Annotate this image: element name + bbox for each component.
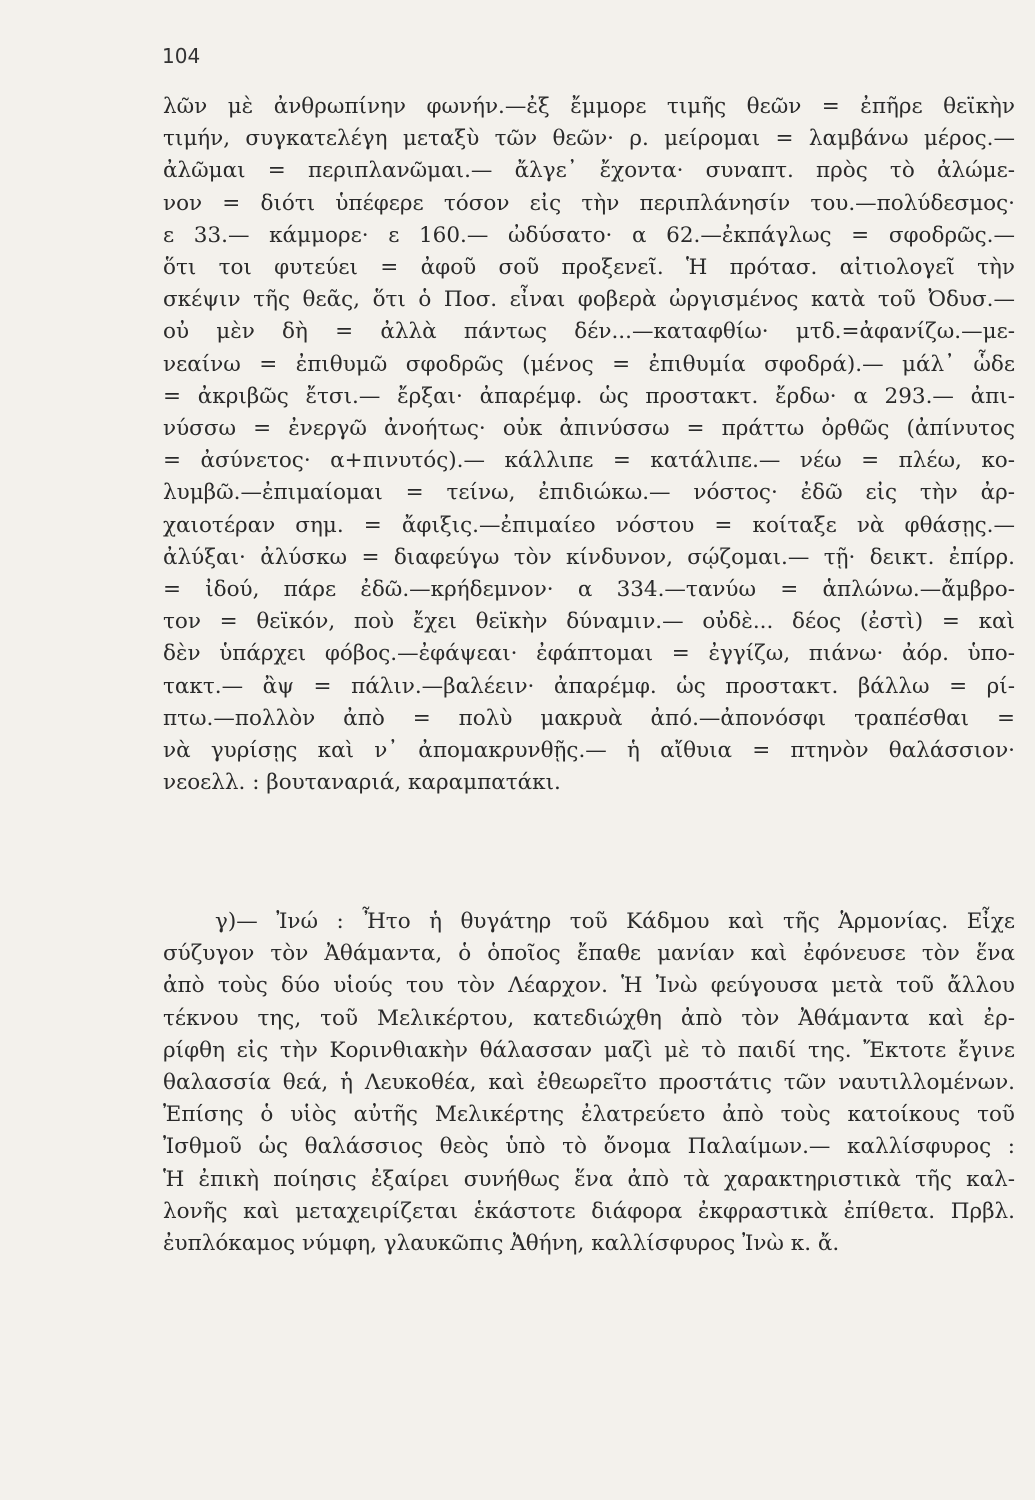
text-line: = ἀσύνετος· α+πινυτός).— κάλλιπε = κατάλιπε.— νέω = πλέω, κο- [163, 448, 1015, 474]
text-line: λονῆς καὶ μεταχειρίζεται ἑκάστοτε διάφορα ἐκφραστικὰ ἐπίθετα. Πρβλ. [163, 1198, 1015, 1224]
text-line: = ἰδού, πάρε ἐδῶ.—κρήδεμνον· α 334.—τανύω = ἁπλώνω.—ἄμβρο- [163, 577, 1015, 603]
text-line: τέκνου της, τοῦ Μελικέρτου, κατεδιώχθη ἀπὸ τὸν Ἀθάμαντα καὶ ἐρ- [163, 1005, 1015, 1031]
text-line: ε 33.— κάμμορε· ε 160.— ὠδύσατο· α 62.—ἐκπάγλως = σφοδρῶς.— [163, 222, 1015, 248]
text-line: νον = διότι ὑπέφερε τόσον εἰς τὴν περιπλάνησίν του.—πολύδεσμος· [163, 190, 1015, 216]
text-line: δὲν ὑπάρχει φόβος.—ἐφάψεαι· ἐφάπτομαι = ἐγγίζω, πιάνω· ἀόρ. ὑπο- [163, 641, 1015, 667]
text-line: νὰ γυρίσῃς καὶ ν᾽ ἀπομακρυνθῇς.— ἡ αἴθυια = πτηνὸν θαλάσσιον· [163, 738, 1015, 764]
text-line: λυμβῶ.—ἐπιμαίομαι = τείνω, ἐπιδιώκω.— νόστος· ἐδῶ εἰς τὴν ἀρ- [163, 480, 1015, 506]
text-line: τιμήν, συγκατελέγη μεταξὺ τῶν θεῶν· ρ. μείρομαι = λαμβάνω μέρος.— [163, 126, 1015, 152]
text-line: γ)— Ἰνώ : Ἦτο ἡ θυγάτηρ τοῦ Κάδμου καὶ τῆς Ἁρμονίας. Εἶχε [215, 909, 1015, 934]
text-line: = ἀκριβῶς ἔτσι.— ἔρξαι· ἀπαρέμφ. ὡς προστακτ. ἔρδω· α 293.— ἀπι- [163, 383, 1015, 409]
text-line: πτω.—πολλὸν ἀπὸ = πολὺ μακρυὰ ἀπό.—ἀπονόσφι τραπέσθαι = [163, 705, 1015, 731]
page-number: 104 [162, 44, 201, 68]
text-line: λῶν μὲ ἀνθρωπίνην φωνήν.—ἐξ ἔμμορε τιμῆς θεῶν = ἐπῆρε θεϊκὴν [163, 94, 1015, 119]
text-line: νεαίνω = ἐπιθυμῶ σφοδρῶς (μένος = ἐπιθυμία σφοδρά).— μάλ᾽ ὧδε [163, 351, 1015, 377]
text-line: ὅτι τοι φυτεύει = ἀφοῦ σοῦ προξενεῖ. Ἡ πρότασ. αἰτιολογεῖ τὴν [163, 255, 1015, 281]
text-line: οὐ μὲν δὴ = ἀλλὰ πάντως δέν...—καταφθίω· μτδ.=ἀφανίζω.—με- [163, 319, 1015, 345]
text-line: Ἡ ἐπικὴ ποίησις ἐξαίρει συνήθως ἕνα ἀπὸ τὰ χαρακτηριστικὰ τῆς καλ- [163, 1166, 1015, 1192]
text-line: σύζυγον τὸν Ἀθάμαντα, ὁ ὁποῖος ἔπαθε μανίαν καὶ ἐφόνευσε τὸν ἕνα [163, 941, 1015, 967]
text-line: Ἰσθμοῦ ὡς θαλάσσιος θεὸς ὑπὸ τὸ ὄνομα Παλαίμων.— καλλίσφυρος : [163, 1134, 1015, 1160]
text-line: νύσσω = ἐνεργῶ ἀνοήτως· οὐκ ἀπινύσσω = πράττω ὀρθῶς (ἀπίνυτος [163, 416, 1015, 442]
commentary-block [163, 91, 1015, 799]
text-line: τον = θεϊκόν, ποὺ ἔχει θεϊκὴν δύναμιν.— οὐδὲ... δέος (ἐστὶ) = καὶ [163, 609, 1015, 635]
text-line: Ἐπίσης ὁ υἱὸς αὐτῆς Μελικέρτης ἐλατρεύετο ἀπὸ τοὺς κατοίκους τοῦ [163, 1102, 1015, 1128]
paragraph-ino [163, 906, 1015, 1260]
text-line: νεοελλ. : βουταναριά, καραμπατάκι. [163, 770, 561, 796]
text-line: ἐυπλόκαμος νύμφη, γλαυκῶπις Ἀθήνη, καλλίσφυρος Ἰνὼ κ. ἄ. [163, 1231, 840, 1257]
text-line: θαλασσία θεά, ἡ Λευκοθέα, καὶ ἐθεωρεῖτο προστάτις τῶν ναυτιλλομένων. [163, 1070, 1015, 1096]
text-line: ρίφθη εἰς τὴν Κορινθιακὴν θάλασσαν μαζὶ μὲ τὸ παιδί της. Ἔκτοτε ἔγινε [163, 1037, 1015, 1063]
text-line: χαιοτέραν σημ. = ἄφιξις.—ἐπιμαίεο νόστου = κοίταξε νὰ φθάσῃς.— [163, 512, 1015, 538]
text-line: ἀπὸ τοὺς δύο υἱούς του τὸν Λέαρχον. Ἡ Ἰνὼ φεύγουσα μετὰ τοῦ ἄλλου [163, 973, 1015, 999]
text-line: τακτ.— ἂψ = πάλιν.—βαλέειν· ἀπαρέμφ. ὡς προστακτ. βάλλω = ρί- [163, 673, 1015, 699]
text-line: ἀλύξαι· ἀλύσκω = διαφεύγω τὸν κίνδυνον, σῴζομαι.— τῇ· δεικτ. ἐπίρρ. [163, 544, 1015, 570]
text-line: σκέψιν τῆς θεᾶς, ὅτι ὁ Ποσ. εἶναι φοβερὰ ὠργισμένος κατὰ τοῦ Ὀδυσ.— [163, 287, 1015, 313]
text-line: ἀλῶμαι = περιπλανῶμαι.— ἄλγε᾽ ἔχοντα· συναπτ. πρὸς τὸ ἀλώμε- [163, 158, 1015, 184]
